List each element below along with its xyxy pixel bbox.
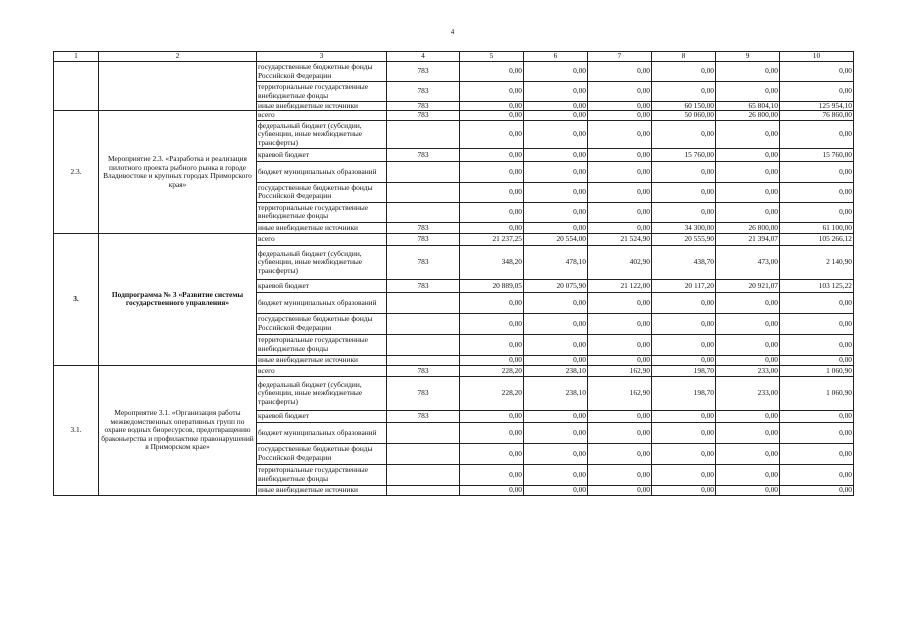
- year-value: 0,00: [716, 422, 780, 443]
- year-value: 0,00: [652, 182, 716, 202]
- year-value: 21 524,90: [588, 233, 652, 245]
- total-value: 103 125,22: [780, 279, 854, 292]
- funding-source: государственные бюджетные фонды Российской Федерации: [257, 62, 387, 82]
- year-value: 0,00: [460, 161, 524, 182]
- budget-code: [387, 182, 460, 202]
- event-title: Мероприятие 3.1. «Организация работы межведомственных оперативных групп по охране водных биоресурсов, предотвращению браконьерства и профилактике правонарушений в Приморском крае»: [99, 365, 257, 495]
- total-value: 0,00: [780, 313, 854, 334]
- total-value: 15 760,00: [780, 148, 854, 161]
- year-value: 0,00: [716, 313, 780, 334]
- year-value: 0,00: [588, 485, 652, 495]
- page-number: 4: [450, 28, 455, 36]
- year-value: 0,00: [588, 422, 652, 443]
- total-value: 2 140,90: [780, 245, 854, 279]
- table-row: [54, 62, 854, 82]
- funding-source: территориальные государственные внебюджетные фонды: [257, 464, 387, 485]
- funding-source: иные внебюджетные источники: [257, 222, 387, 233]
- item-number: 3.1.: [54, 365, 99, 495]
- year-value: 0,00: [652, 120, 716, 148]
- year-value: 0,00: [524, 485, 588, 495]
- year-value: 20 555,90: [652, 233, 716, 245]
- table-body: [54, 62, 854, 496]
- year-value: 0,00: [524, 422, 588, 443]
- year-value: 0,00: [716, 334, 780, 355]
- budget-code: [387, 313, 460, 334]
- year-value: 20 554,00: [524, 233, 588, 245]
- year-value: 478,10: [524, 245, 588, 279]
- year-value: 0,00: [524, 443, 588, 464]
- year-value: 0,00: [460, 111, 524, 120]
- year-value: 21 122,00: [588, 279, 652, 292]
- year-value: 238,10: [524, 376, 588, 410]
- year-value: 233,00: [716, 376, 780, 410]
- header-cell: 2: [99, 52, 257, 62]
- year-value: 0,00: [652, 464, 716, 485]
- year-value: 0,00: [652, 202, 716, 222]
- year-value: 0,00: [460, 120, 524, 148]
- year-value: 162,90: [588, 365, 652, 376]
- year-value: 50 060,00: [652, 111, 716, 120]
- funding-source: государственные бюджетные фонды Российской Федерации: [257, 182, 387, 202]
- year-value: 0,00: [460, 292, 524, 313]
- budget-code: 783: [387, 102, 460, 111]
- funding-source: федеральный бюджет (субсидии, субвенции, иные межбюджетные трансферты): [257, 120, 387, 148]
- funding-source: федеральный бюджет (субсидии, субвенции, иные межбюджетные трансферты): [257, 376, 387, 410]
- year-value: 0,00: [588, 148, 652, 161]
- year-value: 21 394,07: [716, 233, 780, 245]
- budget-code: 783: [387, 245, 460, 279]
- year-value: 0,00: [460, 464, 524, 485]
- year-value: 0,00: [588, 292, 652, 313]
- year-value: 402,90: [588, 245, 652, 279]
- year-value: 20 921,07: [716, 279, 780, 292]
- year-value: 0,00: [524, 120, 588, 148]
- year-value: 228,20: [460, 365, 524, 376]
- year-value: 0,00: [524, 102, 588, 111]
- total-value: 0,00: [780, 161, 854, 182]
- year-value: 0,00: [652, 422, 716, 443]
- year-value: 0,00: [524, 161, 588, 182]
- funding-source: государственные бюджетные фонды Российской Федерации: [257, 313, 387, 334]
- year-value: 438,70: [652, 245, 716, 279]
- year-value: 0,00: [460, 443, 524, 464]
- year-value: 0,00: [460, 82, 524, 102]
- header-cell: 9: [716, 52, 780, 62]
- header-cell: 7: [588, 52, 652, 62]
- year-value: 0,00: [652, 292, 716, 313]
- year-value: 0,00: [460, 182, 524, 202]
- year-value: 60 150,00: [652, 102, 716, 111]
- year-value: 0,00: [588, 202, 652, 222]
- header-cell: 5: [460, 52, 524, 62]
- budget-code: [387, 334, 460, 355]
- year-value: 0,00: [652, 410, 716, 422]
- year-value: 238,10: [524, 365, 588, 376]
- year-value: 0,00: [716, 464, 780, 485]
- funding-source: иные внебюджетные источники: [257, 485, 387, 495]
- year-value: 0,00: [524, 82, 588, 102]
- year-value: 0,00: [652, 443, 716, 464]
- year-value: 0,00: [460, 422, 524, 443]
- year-value: 0,00: [524, 313, 588, 334]
- table-row: [54, 111, 854, 120]
- year-value: 0,00: [716, 82, 780, 102]
- budget-code: 783: [387, 233, 460, 245]
- budget-code: [387, 485, 460, 495]
- header-cell: 10: [780, 52, 854, 62]
- header-cell: 6: [524, 52, 588, 62]
- year-value: 0,00: [588, 62, 652, 82]
- year-value: 0,00: [460, 485, 524, 495]
- year-value: 0,00: [460, 148, 524, 161]
- year-value: 0,00: [524, 334, 588, 355]
- header-cell: 4: [387, 52, 460, 62]
- event-title: Подпрограмма № 3 «Развитие системы государственного управления»: [99, 233, 257, 365]
- year-value: 473,00: [716, 245, 780, 279]
- year-value: 0,00: [524, 62, 588, 82]
- funding-source: иные внебюджетные источники: [257, 355, 387, 365]
- budget-code: 783: [387, 222, 460, 233]
- year-value: 0,00: [524, 182, 588, 202]
- funding-source: территориальные государственные внебюджетные фонды: [257, 82, 387, 102]
- total-value: 0,00: [780, 410, 854, 422]
- year-value: 0,00: [588, 222, 652, 233]
- year-value: 348,20: [460, 245, 524, 279]
- year-value: 0,00: [716, 410, 780, 422]
- year-value: 0,00: [588, 120, 652, 148]
- total-value: 0,00: [780, 355, 854, 365]
- year-value: 0,00: [588, 161, 652, 182]
- year-value: 20 075,90: [524, 279, 588, 292]
- funding-source: иные внебюджетные источники: [257, 102, 387, 111]
- funding-source: бюджет муниципальных образований: [257, 161, 387, 182]
- year-value: 0,00: [460, 355, 524, 365]
- year-value: 0,00: [652, 485, 716, 495]
- total-value: 0,00: [780, 422, 854, 443]
- total-value: 105 266,12: [780, 233, 854, 245]
- budget-code: 783: [387, 82, 460, 102]
- year-value: 26 800,00: [716, 222, 780, 233]
- budget-code: [387, 464, 460, 485]
- year-value: 20 889,05: [460, 279, 524, 292]
- funding-source: территориальные государственные внебюджетные фонды: [257, 334, 387, 355]
- year-value: 0,00: [588, 355, 652, 365]
- total-value: 0,00: [780, 485, 854, 495]
- total-value: 0,00: [780, 464, 854, 485]
- total-value: 0,00: [780, 62, 854, 82]
- year-value: 0,00: [716, 355, 780, 365]
- year-value: 0,00: [524, 111, 588, 120]
- year-value: 34 300,00: [652, 222, 716, 233]
- year-value: 0,00: [524, 148, 588, 161]
- budget-code: [387, 292, 460, 313]
- year-value: 0,00: [588, 464, 652, 485]
- item-number: [54, 62, 99, 111]
- year-value: 0,00: [716, 182, 780, 202]
- total-value: 0,00: [780, 182, 854, 202]
- header-cell: 3: [257, 52, 387, 62]
- year-value: 0,00: [460, 102, 524, 111]
- item-number: 2.3.: [54, 111, 99, 233]
- year-value: 198,70: [652, 376, 716, 410]
- year-value: 0,00: [716, 443, 780, 464]
- budget-code: 783: [387, 62, 460, 82]
- header-row: [54, 52, 854, 62]
- year-value: 233,00: [716, 365, 780, 376]
- year-value: 0,00: [588, 102, 652, 111]
- year-value: 0,00: [460, 313, 524, 334]
- total-value: 1 060,90: [780, 376, 854, 410]
- budget-code: 783: [387, 376, 460, 410]
- year-value: 65 804,10: [716, 102, 780, 111]
- budget-code: 783: [387, 365, 460, 376]
- year-value: 0,00: [524, 410, 588, 422]
- budget-table: [53, 51, 854, 496]
- year-value: 0,00: [588, 443, 652, 464]
- year-value: 228,20: [460, 376, 524, 410]
- budget-code: 783: [387, 279, 460, 292]
- year-value: 21 237,25: [460, 233, 524, 245]
- budget-code: 783: [387, 148, 460, 161]
- year-value: 0,00: [716, 485, 780, 495]
- year-value: 0,00: [588, 410, 652, 422]
- year-value: 0,00: [460, 62, 524, 82]
- item-number: 3.: [54, 233, 99, 365]
- budget-code: [387, 202, 460, 222]
- funding-source: краевой бюджет: [257, 410, 387, 422]
- year-value: 0,00: [588, 82, 652, 102]
- year-value: 0,00: [524, 222, 588, 233]
- total-value: 0,00: [780, 443, 854, 464]
- funding-source: всего: [257, 365, 387, 376]
- year-value: 0,00: [588, 182, 652, 202]
- header-cell: 1: [54, 52, 99, 62]
- year-value: 0,00: [460, 334, 524, 355]
- budget-code: [387, 443, 460, 464]
- year-value: 0,00: [524, 464, 588, 485]
- year-value: 0,00: [716, 120, 780, 148]
- budget-code: 783: [387, 410, 460, 422]
- total-value: 0,00: [780, 120, 854, 148]
- total-value: 0,00: [780, 202, 854, 222]
- year-value: 162,90: [588, 376, 652, 410]
- budget-code: [387, 355, 460, 365]
- year-value: 0,00: [716, 62, 780, 82]
- budget-code: [387, 161, 460, 182]
- year-value: 0,00: [716, 161, 780, 182]
- year-value: 0,00: [716, 148, 780, 161]
- year-value: 0,00: [652, 82, 716, 102]
- year-value: 0,00: [716, 292, 780, 313]
- total-value: 61 100,00: [780, 222, 854, 233]
- funding-source: краевой бюджет: [257, 148, 387, 161]
- total-value: 0,00: [780, 292, 854, 313]
- year-value: 0,00: [524, 292, 588, 313]
- year-value: 0,00: [588, 313, 652, 334]
- funding-source: всего: [257, 233, 387, 245]
- year-value: 0,00: [524, 355, 588, 365]
- year-value: 0,00: [460, 202, 524, 222]
- year-value: 26 800,00: [716, 111, 780, 120]
- event-title: [99, 62, 257, 111]
- total-value: 0,00: [780, 334, 854, 355]
- year-value: 0,00: [588, 111, 652, 120]
- funding-source: всего: [257, 111, 387, 120]
- funding-source: краевой бюджет: [257, 279, 387, 292]
- year-value: 0,00: [460, 410, 524, 422]
- total-value: 76 860,00: [780, 111, 854, 120]
- year-value: 20 117,20: [652, 279, 716, 292]
- funding-source: бюджет муниципальных образований: [257, 422, 387, 443]
- year-value: 0,00: [652, 355, 716, 365]
- table-row: [54, 233, 854, 245]
- year-value: 0,00: [652, 313, 716, 334]
- year-value: 0,00: [652, 334, 716, 355]
- year-value: 15 760,00: [652, 148, 716, 161]
- year-value: 198,70: [652, 365, 716, 376]
- budget-code: 783: [387, 111, 460, 120]
- budget-code: [387, 422, 460, 443]
- funding-source: бюджет муниципальных образований: [257, 292, 387, 313]
- year-value: 0,00: [524, 202, 588, 222]
- year-value: 0,00: [716, 202, 780, 222]
- year-value: 0,00: [460, 222, 524, 233]
- funding-source: федеральный бюджет (субсидии, субвенции, иные межбюджетные трансферты): [257, 245, 387, 279]
- total-value: 1 060,90: [780, 365, 854, 376]
- budget-code: [387, 120, 460, 148]
- event-title: Мероприятие 2.3. «Разработка и реализация пилотного проекта рыбного рынка в городе Владивостоке и крупных городах Приморского края»: [99, 111, 257, 233]
- year-value: 0,00: [588, 334, 652, 355]
- total-value: 125 954,10: [780, 102, 854, 111]
- year-value: 0,00: [652, 161, 716, 182]
- funding-source: территориальные государственные внебюджетные фонды: [257, 202, 387, 222]
- header-cell: 8: [652, 52, 716, 62]
- table-row: [54, 365, 854, 376]
- total-value: 0,00: [780, 82, 854, 102]
- funding-source: государственные бюджетные фонды Российской Федерации: [257, 443, 387, 464]
- year-value: 0,00: [652, 62, 716, 82]
